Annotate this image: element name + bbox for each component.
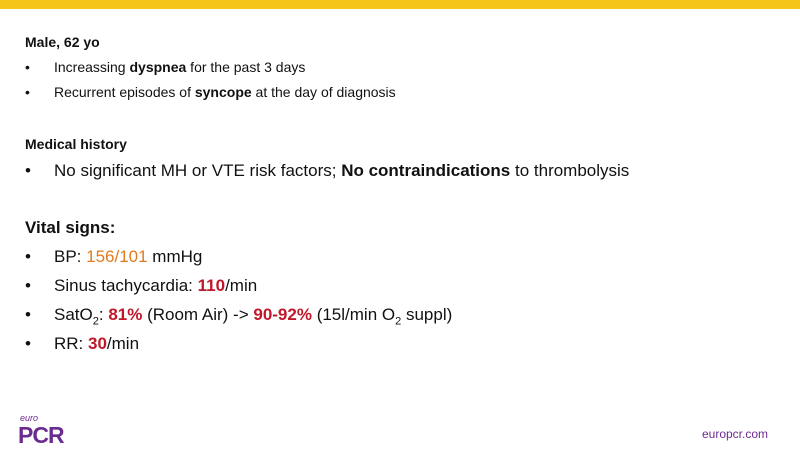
site-url: europcr.com	[701, 427, 768, 441]
sat-supplemented-value: 90-92%	[253, 305, 312, 324]
bullet: •	[25, 247, 31, 266]
bullet: •	[25, 276, 31, 295]
vital-signs-heading: Vital signs:	[25, 218, 116, 237]
bullet: •	[25, 334, 31, 353]
bullet: •	[25, 59, 30, 75]
patient-heading: Male, 62 yo	[25, 34, 100, 50]
bullet: •	[25, 84, 30, 100]
bp-value: 156/101	[86, 247, 148, 266]
top-accent-bar	[0, 0, 800, 9]
bullet: •	[25, 161, 31, 180]
heart-rate-value: 110	[197, 276, 226, 295]
respiratory-rate-value: 30	[88, 334, 107, 353]
europcr-logo: euro PCR	[18, 413, 64, 448]
sat-room-air-value: 81%	[108, 305, 143, 324]
bullet: •	[25, 305, 31, 324]
medical-history-heading: Medical history	[25, 136, 127, 152]
